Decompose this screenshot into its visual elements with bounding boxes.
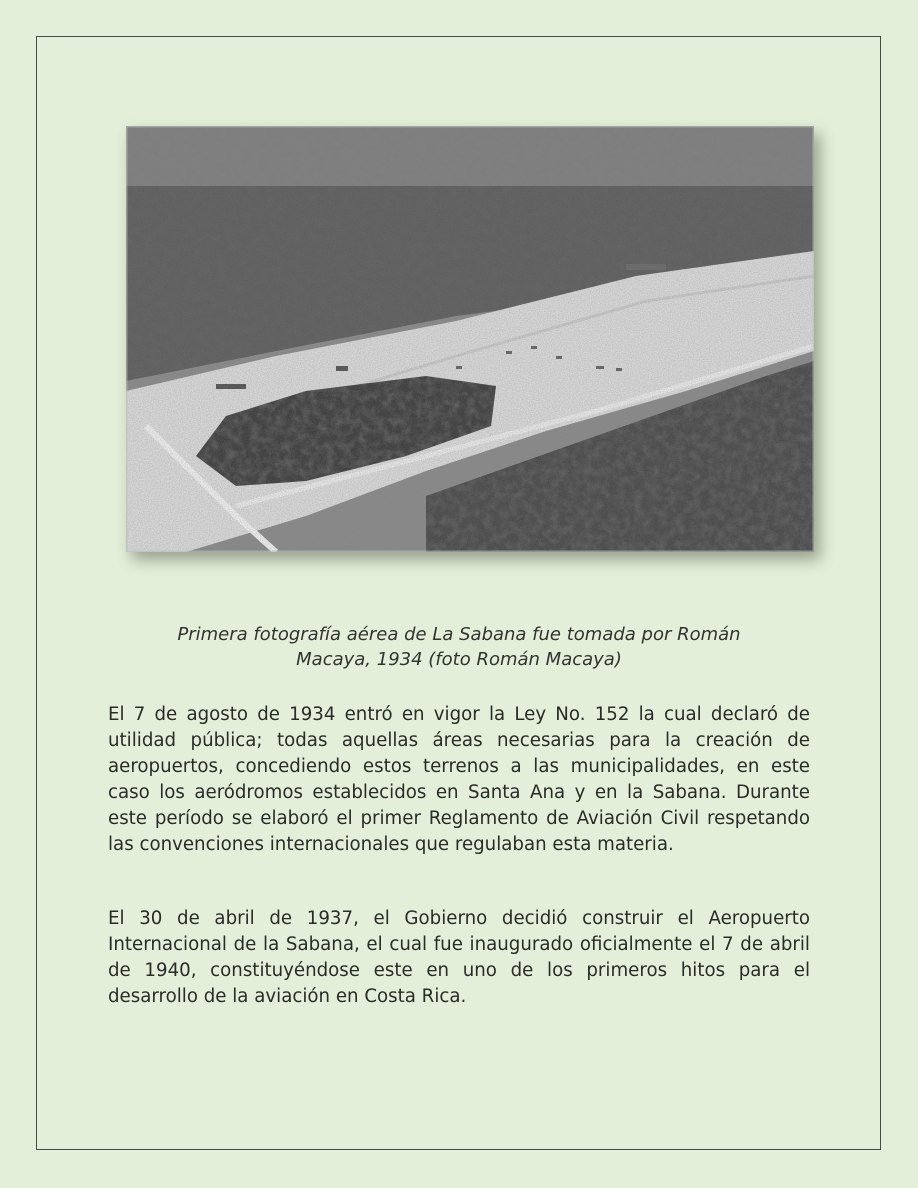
- caption-line-2: Macaya, 1934 (foto Román Macaya): [296, 649, 622, 670]
- aerial-photo: [126, 126, 814, 552]
- body-paragraph-1: El 7 de agosto de 1934 entró en vigor la Ley No. 152 la cual declaró de utilidad pública; todas aquellas áreas necesarias para la creación de aeropuertos, concediendo estos terrenos a las municipalidades, en este caso los aeródromos establecidos en Santa Ana y en la Sabana. Durante este período se elaboró el primer Reglamento de Aviación Civil respetando las convenciones internacionales que regulaban esta materia.: [108, 704, 810, 855]
- body-paragraph-2: El 30 de abril de 1937, el Gobierno decidió construir el Aeropuerto Internacional de la Sabana, el cual fue inaugurado oficialmente el 7 de abril de 1940, constituyéndose este en uno de los primeros hitos para el desarrollo de la aviación en Costa Rica.: [108, 908, 810, 1007]
- photo-caption: [108, 622, 810, 672]
- caption-line-1: Primera fotografía aérea de La Sabana fue tomada por Román: [177, 624, 741, 645]
- aerial-photo-image: [126, 126, 814, 552]
